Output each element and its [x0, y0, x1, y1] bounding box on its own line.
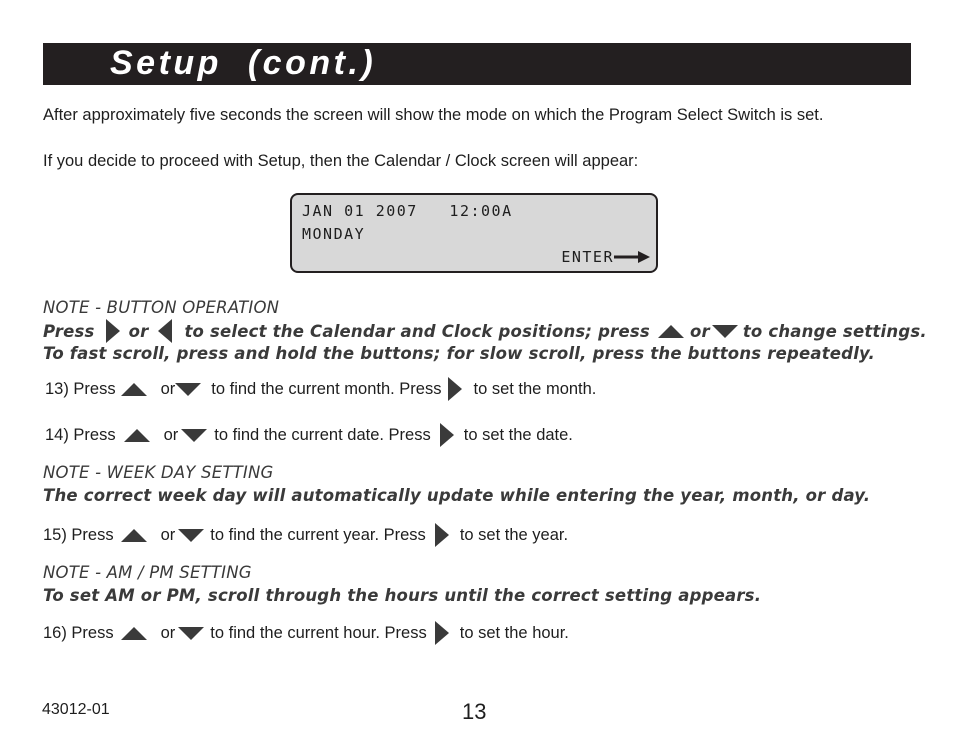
step-instruction-text: to find the current year. Press [210, 525, 426, 544]
triangle-down-icon [181, 429, 207, 442]
triangle-down-icon [175, 383, 201, 396]
page-number: 13 [462, 699, 487, 724]
step-result-text: to set the hour. [459, 623, 569, 642]
triangle-up-icon [121, 627, 147, 640]
document-code: 43012-01 [42, 701, 110, 718]
triangle-right-icon [440, 423, 454, 447]
triangle-up-icon [124, 429, 150, 442]
triangle-up-icon [121, 383, 147, 396]
triangle-down-icon [712, 325, 738, 338]
note-or-text: or [128, 321, 149, 341]
step-instruction-text: to find the current date. Press [214, 425, 431, 444]
note-change-text: to change settings. [742, 321, 927, 341]
step-13 [45, 377, 596, 401]
triangle-right-icon [435, 621, 449, 645]
note-am-pm-text: To set AM or PM, scroll through the hours until the correct setting appears. [43, 586, 762, 605]
page-title-bar [43, 43, 911, 85]
step-or-text: or [160, 525, 176, 544]
step-or-text: or [163, 425, 179, 444]
step-instruction-text: to find the current month. Press [211, 379, 442, 398]
lcd-display [290, 193, 658, 273]
triangle-down-icon [178, 627, 204, 640]
step-or-text: or [160, 623, 176, 642]
step-result-text: to set the date. [463, 425, 573, 444]
step-press-text: 15) Press [43, 525, 114, 544]
note-am-pm-heading: NOTE - AM / PM SETTING [43, 563, 252, 582]
step-result-text: to set the month. [473, 379, 597, 398]
note-button-operation-heading: NOTE - BUTTON OPERATION [43, 298, 280, 317]
step-press-text: 16) Press [43, 623, 114, 642]
arrow-right-icon [614, 251, 650, 263]
note-button-operation-line-1 [43, 319, 927, 343]
lcd-enter-indicator [561, 248, 650, 266]
note-week-day-text: The correct week day will automatically update while entering the year, month, or day. [43, 486, 871, 505]
intro-paragraph-2: If you decide to proceed with Setup, then the Calendar / Clock screen will appear: [43, 152, 639, 170]
step-or-text: or [160, 379, 176, 398]
lcd-date-time: JAN 01 2007 12:00A [302, 202, 513, 220]
triangle-right-icon [448, 377, 462, 401]
triangle-down-icon [178, 529, 204, 542]
lcd-enter-label: ENTER [561, 248, 614, 266]
note-or-text-2: or [689, 321, 710, 341]
triangle-left-icon [158, 319, 172, 343]
note-select-text: to select the Calendar and Clock positions; press [184, 321, 650, 341]
note-press-text: Press [43, 321, 95, 341]
step-instruction-text: to find the current hour. Press [210, 623, 427, 642]
step-15 [43, 523, 568, 547]
step-14 [45, 423, 573, 447]
triangle-up-icon [121, 529, 147, 542]
page-title: Setup (cont.) [110, 44, 377, 82]
triangle-up-icon [658, 325, 684, 338]
note-week-day-heading: NOTE - WEEK DAY SETTING [43, 463, 274, 482]
step-result-text: to set the year. [459, 525, 569, 544]
step-16 [43, 621, 569, 645]
note-button-operation-line-2: To fast scroll, press and hold the buttons; for slow scroll, press the buttons repeatedly. [43, 344, 875, 363]
intro-paragraph-1: After approximately five seconds the screen will show the mode on which the Program Select Switch is set. [43, 106, 824, 124]
lcd-weekday: MONDAY [302, 225, 366, 243]
step-press-text: 13) Press [45, 379, 116, 398]
triangle-right-icon [106, 319, 120, 343]
triangle-right-icon [435, 523, 449, 547]
step-press-text: 14) Press [45, 425, 116, 444]
